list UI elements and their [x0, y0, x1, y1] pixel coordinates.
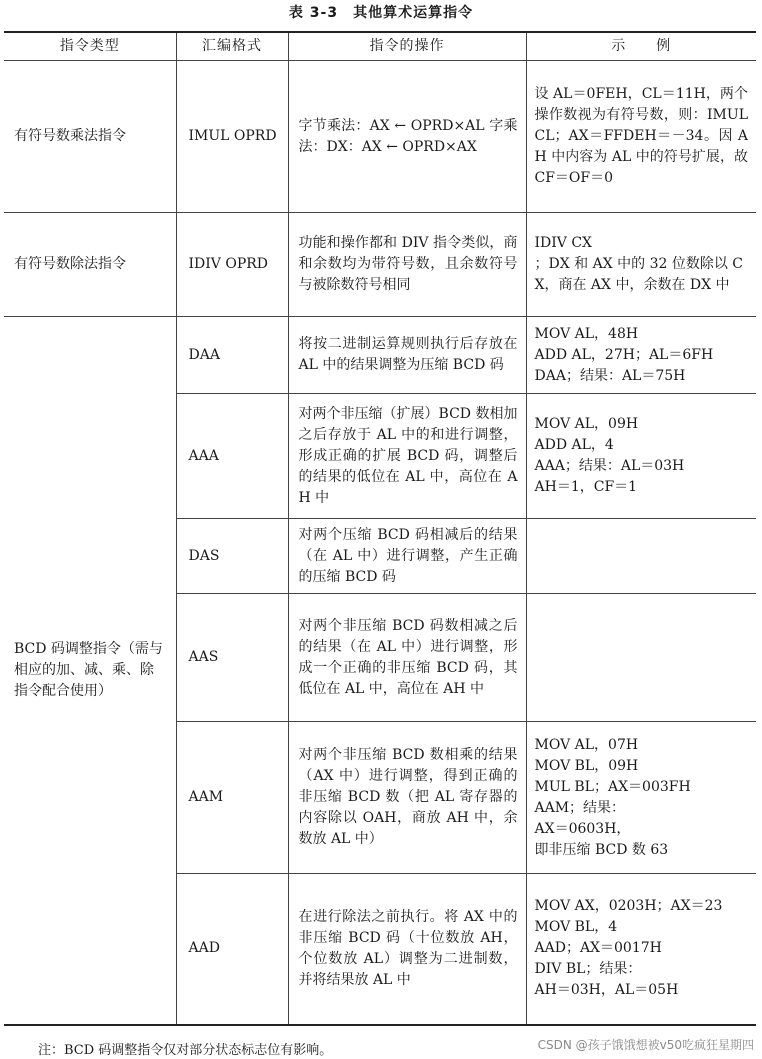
type-cell: BCD 码调整指令（需与相应的加、减、乘、除指令配合使用）: [4, 317, 176, 1025]
header-operation: 指令的操作: [288, 32, 526, 61]
table-row: [4, 61, 756, 213]
example-cell: MOV AL，48H ADD AL，27H；AL＝6FH DAA；结果：AL＝75H: [526, 317, 756, 394]
type-cell: 有符号数乘法指令: [4, 61, 176, 213]
example-cell: [526, 594, 756, 722]
header-format: 汇编格式: [176, 32, 288, 61]
format-cell: AAM: [176, 722, 288, 874]
format-cell: DAS: [176, 519, 288, 594]
instruction-table: [4, 31, 756, 1026]
example-cell: [526, 519, 756, 594]
format-cell: AAA: [176, 394, 288, 519]
format-cell: AAD: [176, 874, 288, 1025]
operation-cell: 将按二进制运算规则执行后存放在 AL 中的结果调整为压缩 BCD 码: [288, 317, 526, 394]
example-cell: MOV AX，0203H；AX＝23 MOV BL，4 AAD；AX＝0017H DIV BL；结果： AH＝03H，AL＝05H: [526, 874, 756, 1025]
format-cell: AAS: [176, 594, 288, 722]
operation-cell: 对两个压缩 BCD 码相减后的结果（在 AL 中）进行调整，产生正确的压缩 BCD 码: [288, 519, 526, 594]
table-row: [4, 317, 756, 394]
watermark: CSDN @孩子饿饿想被v50吃疯狂星期四: [537, 1038, 754, 1052]
header-type: 指令类型: [4, 32, 176, 61]
example-cell: 设 AL＝0FEH，CL＝11H，两个操作数视为有符号数，则：IMUL CL；AX＝FFDEH＝－34。因 AH 中内容为 AL 中的符号扩展，故 CF＝OF＝0: [526, 61, 756, 213]
operation-cell: 对两个非压缩 BCD 数相乘的结果（AX 中）进行调整，得到正确的非压缩 BCD 数（把 AL 寄存器的内容除以 OAH，商放 AH 中，余数放 AL 中）: [288, 722, 526, 874]
format-cell: DAA: [176, 317, 288, 394]
type-cell: 有符号数除法指令: [4, 213, 176, 317]
operation-cell: 字节乘法：AX ← OPRD×AL 字乘法：DX：AX ← OPRD×AX: [288, 61, 526, 213]
operation-cell: 功能和操作都和 DIV 指令类似，商和余数均为带符号数，且余数符号与被除数符号相同: [288, 213, 526, 317]
example-cell: MOV AL，09H ADD AL，4 AAA；结果：AL＝03H AH＝1，CF＝1: [526, 394, 756, 519]
header-row: [4, 32, 756, 61]
format-cell: IMUL OPRD: [176, 61, 288, 213]
table-row: [4, 213, 756, 317]
operation-cell: 对两个非压缩 BCD 码数相减之后的结果（在 AL 中）进行调整，形成一个正确的非压缩 BCD 码，其低位在 AL 中，高位在 AH 中: [288, 594, 526, 722]
header-example: 示 例: [526, 32, 756, 61]
example-cell: IDIV CX ；DX 和 AX 中的 32 位数除以 CX，商在 AX 中，余数在 DX 中: [526, 213, 756, 317]
format-cell: IDIV OPRD: [176, 213, 288, 317]
example-cell: MOV AL，07H MOV BL，09H MUL BL；AX＝003FH AAM；结果： AX＝0603H， 即非压缩 BCD 数 63: [526, 722, 756, 874]
operation-cell: 对两个非压缩（扩展）BCD 数相加之后存放于 AL 中的和进行调整，形成正确的扩展 BCD 码，调整后的结果的低位在 AL 中，高位在 AH 中: [288, 394, 526, 519]
operation-cell: 在进行除法之前执行。将 AX 中的非压缩 BCD 码（十位数放 AH，个位数放 AL）调整为二进制数，并将结果放 AL 中: [288, 874, 526, 1025]
table-title: 表 3-3 其他算术运算指令: [288, 5, 474, 21]
table-footnote: 注：BCD 码调整指令仅对部分状态标志位有影响。: [38, 1043, 333, 1058]
